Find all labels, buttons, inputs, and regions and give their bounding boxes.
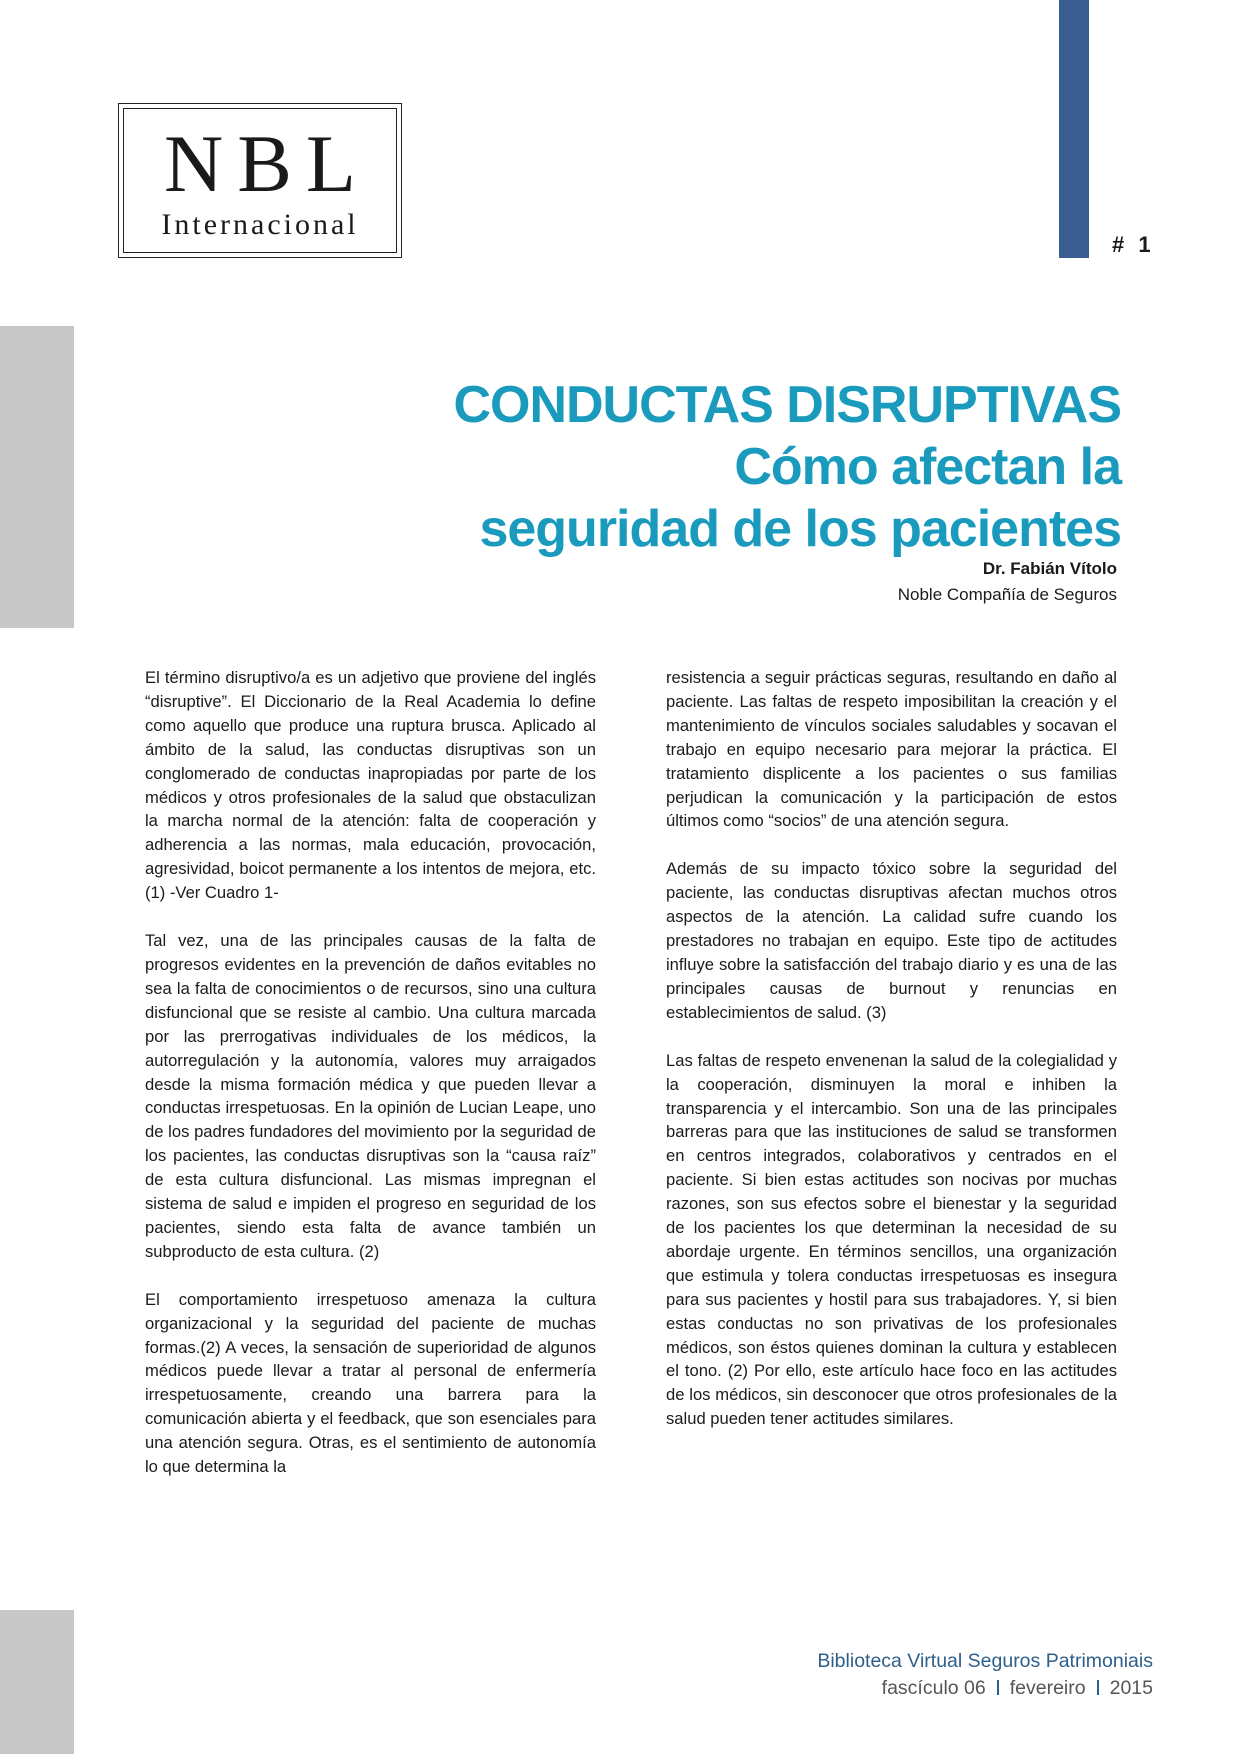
accent-bar bbox=[1059, 0, 1089, 258]
footer-month: fevereiro bbox=[1009, 1677, 1086, 1699]
footer-year: 2015 bbox=[1109, 1677, 1153, 1699]
side-decoration-bar-top bbox=[0, 326, 74, 628]
footer-issue-line bbox=[817, 1675, 1153, 1702]
footer-separator bbox=[997, 1680, 999, 1695]
title-line-3: seguridad de los pacientes bbox=[479, 500, 1121, 558]
author-name: Dr. Fabián Vítolo bbox=[982, 559, 1117, 578]
logo-inner-frame bbox=[123, 108, 397, 253]
article-title bbox=[453, 374, 1121, 560]
title-line-1: CONDUCTAS DISRUPTIVAS bbox=[453, 376, 1121, 434]
paragraph: Además de su impacto tóxico sobre la seguridad del paciente, las conductas disruptivas afectan muchos otros aspectos de la atención. La calidad sufre cuando los prestadores no trabajan en equipo. Este tipo de actitudes influye sobre la satisfacción del trabajo diario y es una de las principales causas de burnout y renuncias en establecimientos de salud. (3) bbox=[666, 859, 1117, 1022]
paragraph: El término disruptivo/a es un adjetivo que proviene del inglés “disruptive”. El Diccionario de la Real Academia lo define como aquello que produce una ruptura brusca. Aplicado al ámbito de la salud, las conductas disruptivas son un conglomerado de conductas inapropiadas por parte de los médicos y otros profesionales de la salud que obstaculizan la marcha normal de la atención: falta de cooperación y adherencia a las normas, mala educación, provocación, agresividad, boicot permanente a los intentos de mejora, etc. (1) -Ver Cuadro 1- bbox=[145, 668, 596, 903]
paragraph: Tal vez, una de las principales causas de la falta de progresos evidentes en la prevención de daños evitables no sea la falta de conocimientos o de recursos, sino una cultura disfuncional que se resiste al cambio. Una cultura marcada por las prerrogativas individuales de los médicos, la autorregulación y la autonomía, valores muy arraigados desde la misma formación médica y que pueden llevar a conductas irrespetuosas. En la opinión de Lucian Leape, uno de los padres fundadores del movimiento por la seguridad de los pacientes, las conductas disruptivas son la “causa raíz” de esta cultura disfuncional. Las mismas impregnan el sistema de salud e impiden el progreso en seguridad de los pacientes, siendo esta falta de avance también un subproducto de esta cultura. (2) bbox=[145, 931, 596, 1261]
right-column bbox=[666, 666, 1117, 1455]
paragraph: resistencia a seguir prácticas seguras, resultando en daño al paciente. Las faltas de respeto imposibilitan la creación y el mantenimiento de vínculos sociales saludables y socavan el trabajo en equipo necesario para mejorar la práctica. El tratamiento displicente a los pacientes o sus familias perjudican la comunicación y la participación de estos últimos como “socios” de una atención segura. bbox=[666, 668, 1117, 831]
page-number: # 1 bbox=[1112, 232, 1155, 257]
author-company: Noble Compañía de Seguros bbox=[897, 585, 1117, 604]
title-line-2: Cómo afectan la bbox=[734, 438, 1121, 496]
footer-separator bbox=[1097, 1680, 1099, 1695]
nbl-logo bbox=[118, 103, 402, 258]
left-column bbox=[145, 666, 596, 1503]
footer-series: Biblioteca Virtual Seguros Patrimoniais bbox=[817, 1650, 1153, 1672]
logo-main-text: NBL bbox=[164, 118, 370, 209]
footer bbox=[817, 1648, 1153, 1702]
logo-sub-text: Internacional bbox=[161, 208, 359, 241]
paragraph: El comportamiento irrespetuoso amenaza la cultura organizacional y la seguridad del paciente de muchas formas.(2) A veces, la sensación de superioridad de algunos médicos puede llevar a tratar al personal de enfermería irrespetuosamente, creando una barrera para la comunicación abierta y el feedback, que son esenciales para una atención segura. Otras, es el sentimiento de autonomía lo que determina la bbox=[145, 1289, 596, 1477]
author-block bbox=[898, 556, 1117, 608]
paragraph: Las faltas de respeto envenenan la salud de la colegialidad y la cooperación, disminuyen la moral e inhiben la transparencia y el intercambio. Son una de las principales barreras para que las instituciones de salud se transformen en centros integrados, colaborativos y centrados en el paciente. Si bien estas actitudes son nocivas por muchas razones, son sus efectos sobre el bienestar y la seguridad de los pacientes los que determinan la necesidad de su abordaje urgente. En términos sencillos, una organización que estimula y tolera conductas irrespetuosas es insegura para sus pacientes y hostil para sus trabajadores. Y, si bien estas conductas no son privativas de los profesionales médicos, son éstos quienes dominan la cultura y establecen el tono. (2) Por ello, este artículo hace foco en las actitudes de los médicos, sin desconocer que otros profesionales de la salud pueden tener actitudes similares. bbox=[666, 1050, 1117, 1429]
footer-issue: fascículo 06 bbox=[881, 1677, 986, 1699]
side-decoration-bar-bottom bbox=[0, 1610, 74, 1754]
